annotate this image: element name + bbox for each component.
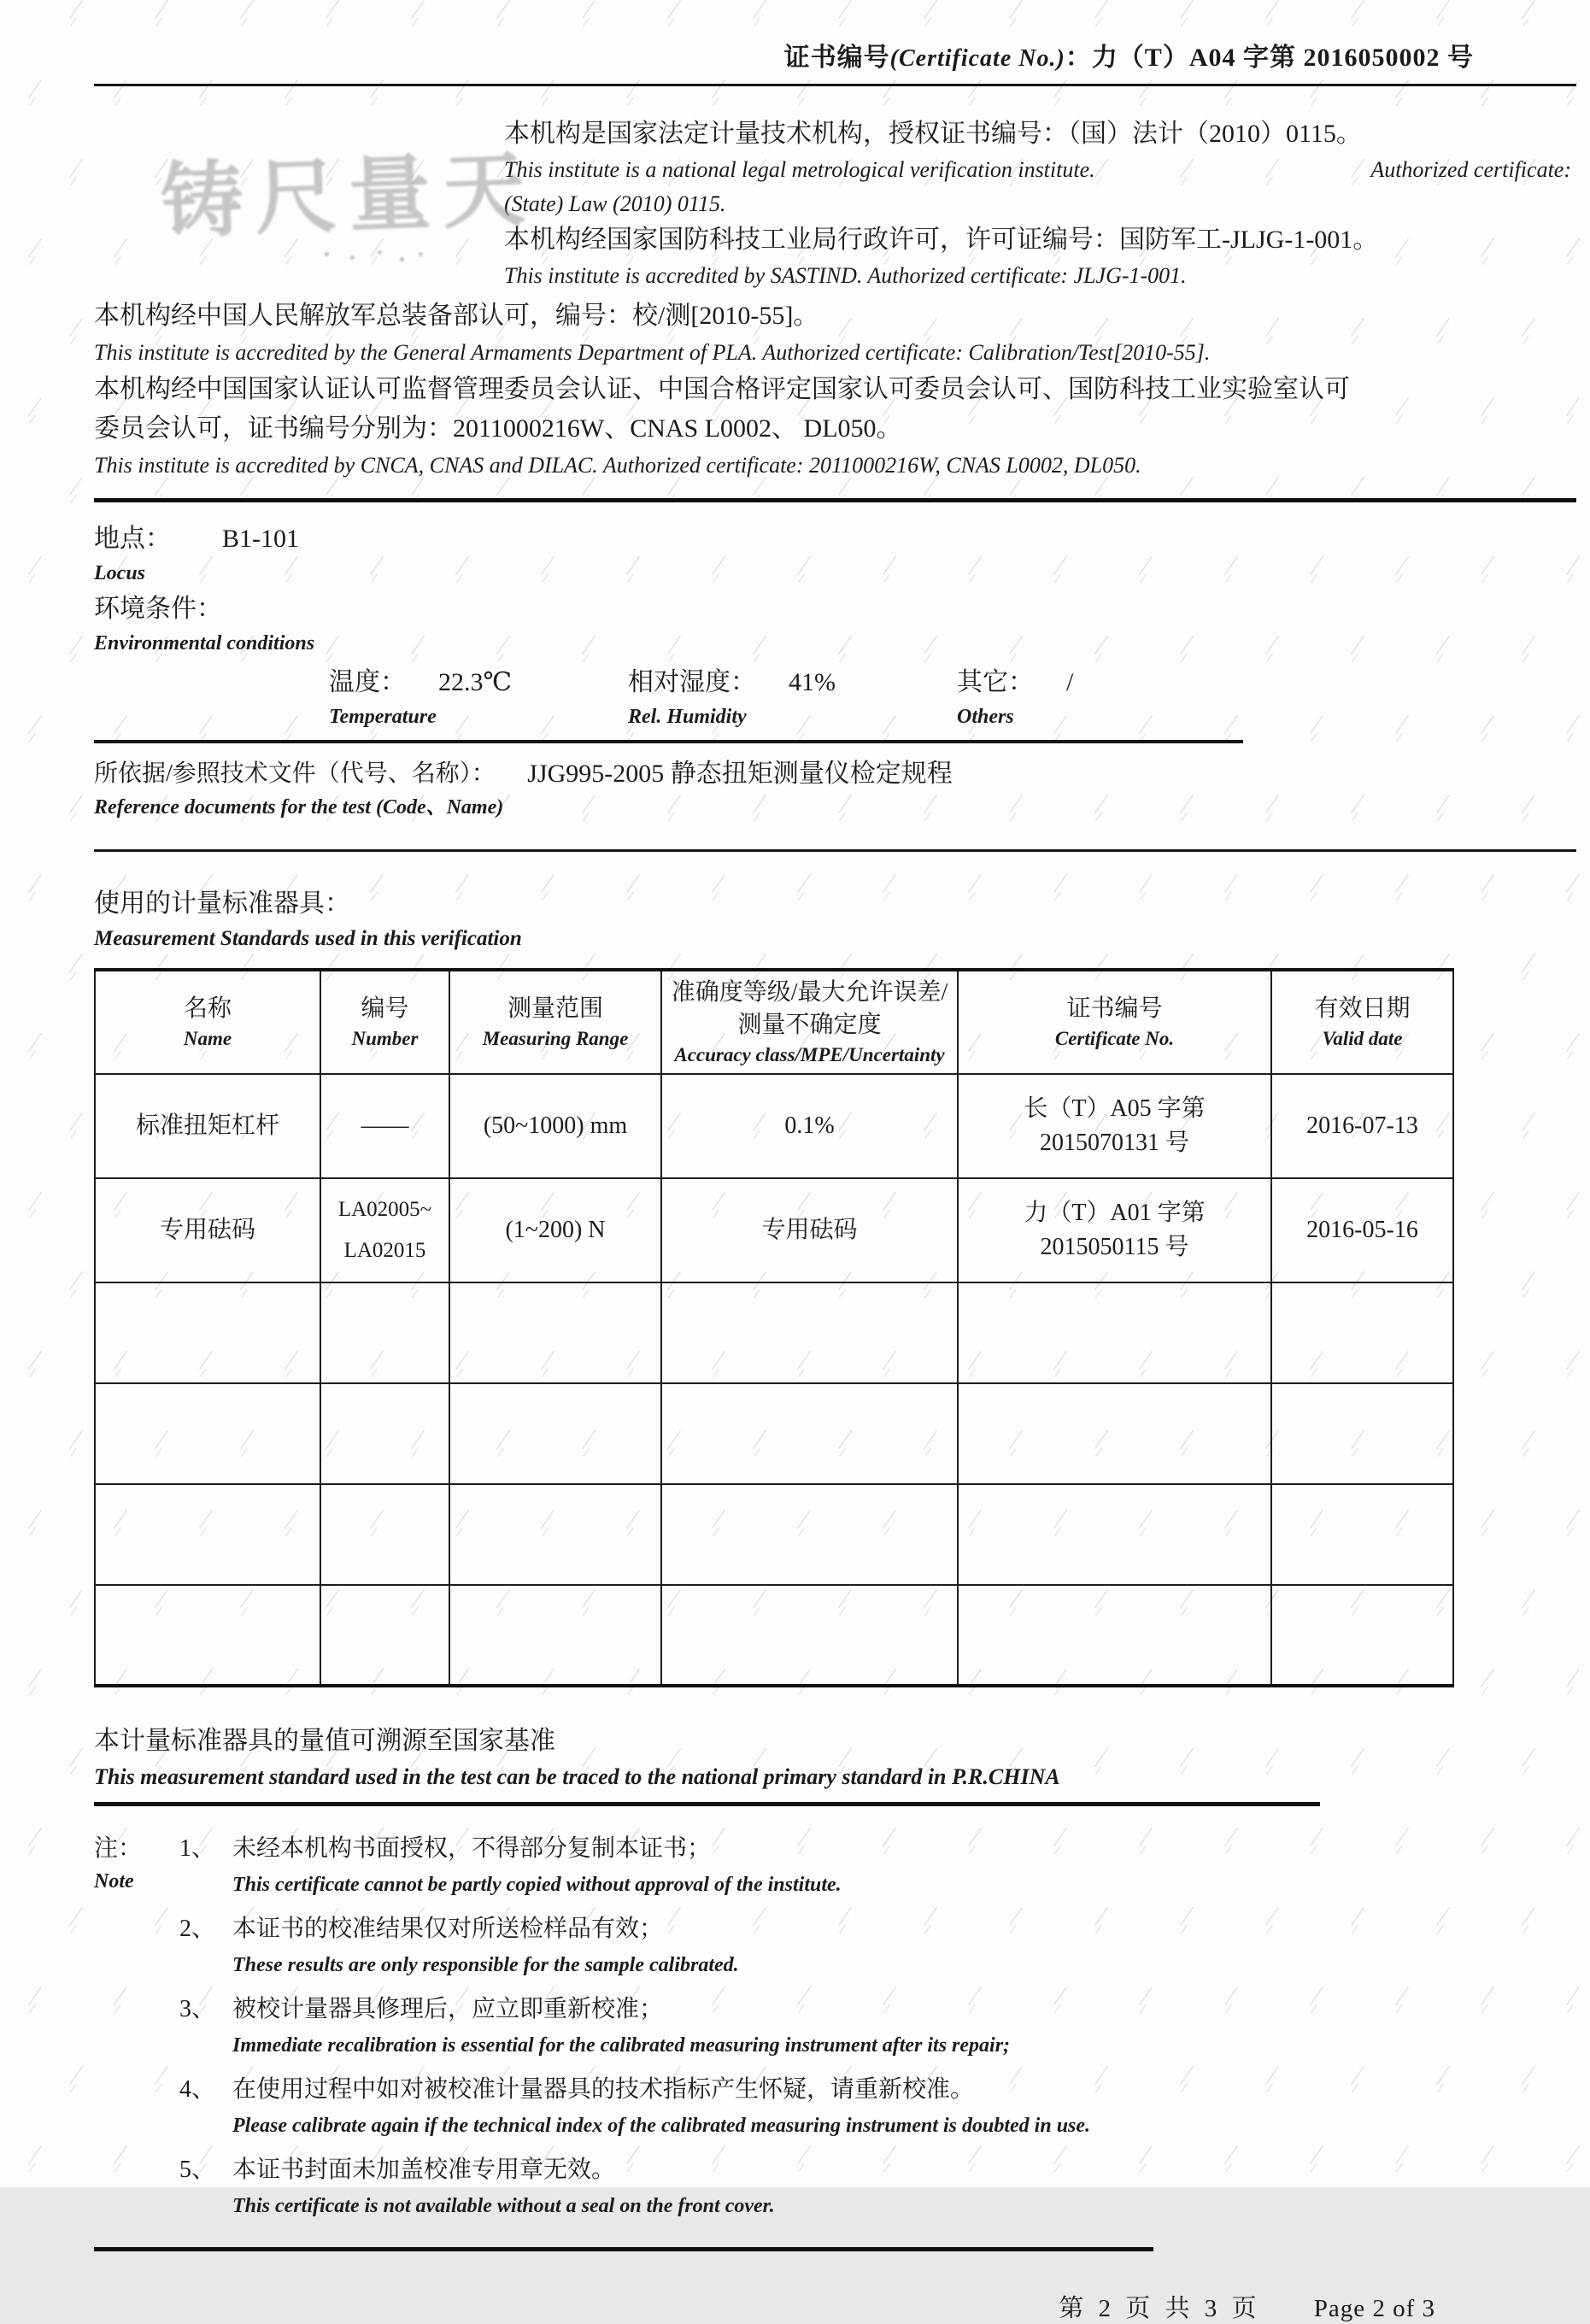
note-number: 5、: [179, 2157, 216, 2183]
note-text-cn: 在使用过程中如对被校准计量器具的技术指标产生怀疑，请重新校准。: [232, 2076, 975, 2103]
col-header-accuracy: [661, 970, 958, 1074]
standards-title-en: Measurement Standards used in this verification: [94, 927, 522, 950]
col-number-en: Number: [351, 1027, 419, 1049]
page-number-en: Page 2 of 3: [1313, 2295, 1435, 2322]
col-range-cn: 测量范围: [507, 995, 603, 1022]
temperature-line: [329, 663, 628, 702]
reference-label: [94, 755, 503, 822]
cell-certno: [958, 1178, 1271, 1282]
col-certno-en: Certificate No.: [1054, 1027, 1175, 1049]
empty-cell: [320, 1484, 449, 1585]
col-header-valid: [1271, 970, 1453, 1074]
empty-cell: [1271, 1484, 1453, 1585]
empty-cell: [449, 1282, 661, 1383]
reference-divider: [94, 849, 1576, 852]
table-row: [95, 1074, 1453, 1178]
certificate-number-label-en: (Certificate No.): [889, 45, 1065, 72]
accreditation-en-1: [504, 153, 1576, 187]
note-text-en: Please calibrate again if the technical index of the calibrated measuring instrument is doubted in use.: [232, 2115, 1091, 2137]
temperature-value: 22.3℃: [438, 668, 513, 696]
others-group: [957, 663, 1576, 731]
others-label-cn: 其它：: [957, 668, 1034, 696]
cell-name: 标准扭矩杠杆: [95, 1074, 320, 1178]
note-number: 2、: [179, 1916, 216, 1942]
notes-label: [94, 1832, 179, 2233]
certificate-number-value: 力（T）A04 字第 2016050002 号: [1091, 44, 1474, 72]
empty-cell: [1271, 1585, 1453, 1686]
traceability-divider: [94, 1802, 1320, 1806]
col-accuracy-cn: 准确度等级/最大允许误差/测量不确定度: [671, 978, 948, 1038]
reference-label-cn: 所依据/参照技术文件（代号、名称）：: [94, 760, 496, 787]
note-text-cn: 未经本机构书面授权，不得部分复制本证书；: [232, 1835, 712, 1862]
table-row-empty: [95, 1383, 1453, 1484]
notes-list: [179, 1832, 1090, 2233]
list-item: [179, 2153, 1090, 2221]
standards-table: [94, 968, 1454, 1687]
note-body: [232, 2153, 775, 2221]
note-body: [232, 1912, 739, 1981]
certificate-number-label-cn: 证书编号: [783, 44, 890, 72]
page-number-cn: 第 2 页 共 3 页: [1059, 2295, 1261, 2322]
empty-cell: [958, 1585, 1271, 1686]
list-item: [179, 1912, 1090, 1981]
cell-certno-line1: 长（T）A05 字第: [1024, 1095, 1206, 1122]
temperature-group: [329, 663, 628, 731]
cell-certno-line2: 2015070131 号: [1039, 1130, 1189, 1156]
empty-cell: [95, 1585, 320, 1686]
note-text-en: These results are only responsible for the sample calibrated.: [232, 1954, 739, 1976]
cell-certno-line1: 力（T）A01 字第: [1024, 1200, 1206, 1226]
empty-cell: [320, 1383, 449, 1484]
header-divider: [94, 84, 1576, 86]
cell-number-line1: LA02005~: [337, 1198, 432, 1221]
col-header-certno: [958, 970, 1271, 1074]
cell-number: ——: [320, 1074, 449, 1178]
accreditation-en-4: This institute is accredited by CNCA, CNAS and DILAC. Authorized certificate: 2011000216W, CNAS L0002, DL050.: [94, 453, 1141, 478]
note-text-en: This certificate is not available without a seal on the front cover.: [232, 2195, 775, 2217]
env-values-row: [94, 663, 1576, 731]
empty-cell: [661, 1484, 958, 1585]
locus-line: [94, 519, 1576, 559]
cell-range: (1~200) N: [449, 1178, 661, 1282]
col-header-range: [449, 970, 661, 1074]
note-text-cn: 本证书封面未加盖校准专用章无效。: [232, 2157, 616, 2183]
accreditation-en-2: This institute is accredited by SASTIND. Authorized certificate: JLJG-1-001.: [504, 263, 1187, 288]
empty-cell: [449, 1484, 661, 1585]
reference-value: JJG995-2005 静态扭矩测量仪检定规程: [527, 760, 953, 788]
empty-cell: [958, 1484, 1271, 1585]
note-number: 3、: [179, 1996, 216, 2022]
temperature-label-en: Temperature: [329, 706, 437, 728]
col-accuracy-en: Accuracy class/MPE/Uncertainty: [674, 1043, 945, 1065]
empty-cell: [449, 1585, 661, 1686]
table-row-empty: [95, 1585, 1453, 1686]
accreditation-en-3: This institute is accredited by the General Armaments Department of PLA. Authorized certificate: Calibration/Test[2010-55].: [94, 340, 1211, 365]
empty-cell: [661, 1282, 958, 1383]
note-text-cn: 被校计量器具修理后，应立即重新校准；: [232, 1996, 664, 2022]
others-label-en: Others: [957, 706, 1014, 728]
col-valid-cn: 有效日期: [1314, 995, 1411, 1022]
humidity-line: [628, 663, 957, 702]
note-number: 4、: [179, 2076, 216, 2103]
col-header-name: [95, 970, 320, 1074]
empty-cell: [320, 1585, 449, 1686]
empty-cell: [661, 1585, 958, 1686]
traceability-statement-cn: 本计量标准器具的量值可溯源至国家基准: [94, 1727, 555, 1755]
note-text-en: Immediate recalibration is essential for the calibrated measuring instrument after its repair;: [232, 2034, 1011, 2057]
intro-text-column: [504, 115, 1576, 295]
col-range-en: Measuring Range: [482, 1027, 629, 1049]
note-body: [232, 1992, 1010, 2061]
humidity-label-cn: 相对湿度：: [628, 668, 756, 696]
traceability-statement-en: This measurement standard used in the test can be traced to the national primary standard in P.R.CHINA: [94, 1764, 1060, 1789]
env-conditions-label-cn: 环境条件：: [94, 595, 222, 623]
empty-cell: [449, 1383, 661, 1484]
empty-cell: [661, 1383, 958, 1484]
page-footer: [94, 2289, 1576, 2324]
section-divider-thick: [94, 498, 1576, 502]
empty-cell: [1271, 1383, 1453, 1484]
col-header-number: [320, 970, 449, 1074]
empty-cell: [95, 1484, 320, 1585]
cell-valid: 2016-05-16: [1271, 1178, 1453, 1282]
empty-cell: [320, 1282, 449, 1383]
accreditation-en-1c: (State) Law (2010) 0115.: [504, 191, 726, 216]
env-conditions-label-en: Environmental conditions: [94, 632, 315, 654]
others-value: /: [1066, 668, 1074, 696]
calligraphy-stamp-icon: 铸尺量天: [159, 144, 539, 249]
accreditation-en-1b: Authorized certificate:: [1370, 157, 1571, 182]
others-line: [957, 663, 1576, 702]
note-text-cn: 本证书的校准结果仅对所送检样品有效；: [232, 1916, 664, 1942]
col-name-cn: 名称: [183, 995, 232, 1022]
accreditation-cn-1: 本机构是国家法定计量技术机构，授权证书编号：（国）法计（2010）0115。: [504, 120, 1362, 148]
col-certno-cn: 证书编号: [1066, 995, 1163, 1022]
cell-range: (50~1000) mm: [449, 1074, 661, 1178]
note-text-en: This certificate cannot be partly copied without approval of the institute.: [232, 1874, 842, 1896]
cell-accuracy: 专用砝码: [661, 1178, 958, 1282]
note-body: [232, 1832, 842, 1900]
logo-signature-marks-icon: [325, 252, 329, 256]
list-item: [179, 1832, 1090, 1900]
accreditation-cn-4a: 本机构经中国国家认证认可监督管理委员会认证、中国合格评定国家认可委员会认可、国防科技工业实验室认可: [94, 375, 1350, 403]
empty-cell: [958, 1383, 1271, 1484]
institute-logo: [94, 115, 539, 295]
certificate-number-separator: ：: [1065, 44, 1092, 72]
intro-section: [94, 115, 1576, 295]
humidity-value: 41%: [789, 668, 836, 696]
notes-label-en: Note: [94, 1870, 134, 1893]
table-row: [95, 1178, 1453, 1282]
accreditation-cn-3: 本机构经中国人民解放军总装备部认可，编号：校/测[2010-55]。: [94, 302, 819, 330]
accreditation-block: [94, 296, 1576, 483]
locus-label-cn: 地点：: [94, 525, 171, 553]
accreditation-cn-4b: 委员会认可，证书编号分别为：2011000216W、CNAS L0002、 DL050。: [94, 414, 902, 443]
cell-valid: 2016-07-13: [1271, 1074, 1453, 1178]
table-row-empty: [95, 1282, 1453, 1383]
cell-number: [320, 1178, 449, 1282]
locus-value: B1-101: [222, 525, 299, 553]
list-item: [179, 2073, 1090, 2141]
env-divider: [94, 740, 1243, 743]
empty-cell: [95, 1383, 320, 1484]
cell-certno: [958, 1074, 1271, 1178]
cell-name: 专用砝码: [95, 1178, 320, 1282]
table-row-empty: [95, 1484, 1453, 1585]
col-name-en: Name: [183, 1027, 232, 1049]
humidity-label-en: Rel. Humidity: [628, 706, 747, 728]
note-number: 1、: [179, 1835, 216, 1862]
col-valid-en: Valid date: [1322, 1027, 1403, 1049]
cell-number-line2: LA02015: [343, 1239, 426, 1262]
reference-documents-row: [94, 755, 1576, 822]
standards-title-cn: 使用的计量标准器具：: [94, 889, 350, 918]
accreditation-cn-2: 本机构经国家国防科技工业局行政许可，许可证编号：国防军工-JLJG-1-001。: [504, 226, 1379, 254]
cell-certno-line2: 2015050115 号: [1040, 1234, 1189, 1260]
cell-accuracy: 0.1%: [661, 1074, 958, 1178]
standards-header-row: [95, 970, 1453, 1074]
note-body: [232, 2073, 1090, 2141]
humidity-group: [628, 663, 957, 731]
temperature-label-cn: 温度：: [329, 668, 406, 696]
certificate-number-line: [94, 0, 1576, 73]
notes-label-cn: 注：: [94, 1835, 143, 1862]
empty-cell: [958, 1282, 1271, 1383]
bottom-divider: [94, 2247, 1153, 2251]
accreditation-en-1a: This institute is a national legal metrological verification institute.: [504, 157, 1095, 182]
reference-label-en: Reference documents for the test (Code、Name): [94, 796, 504, 819]
list-item: [179, 1992, 1090, 2061]
notes-section: [94, 1832, 1576, 2233]
empty-cell: [95, 1282, 320, 1383]
locus-label-en: Locus: [94, 562, 145, 584]
col-number-cn: 编号: [361, 995, 409, 1022]
empty-cell: [1271, 1282, 1453, 1383]
